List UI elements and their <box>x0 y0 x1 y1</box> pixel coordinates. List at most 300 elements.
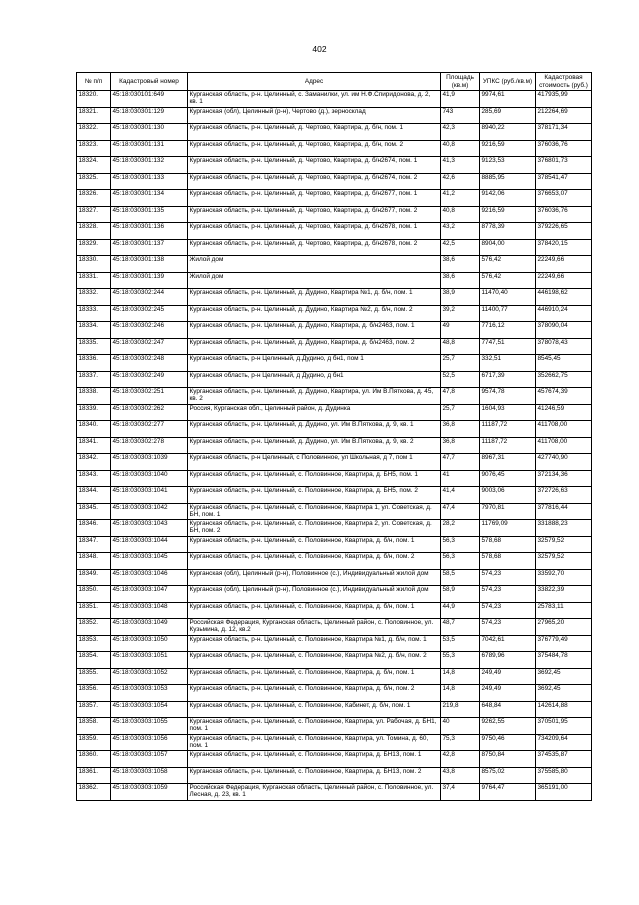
row-number-cell: 18335. <box>77 338 111 355</box>
address-cell: Курганская область, р-н. Целинный, с. Половинное, Квартира №1, д. б/н, пом. 1 <box>188 635 441 652</box>
upks-cell: 648,84 <box>480 701 536 718</box>
row-number-cell: 18330. <box>77 256 111 273</box>
table-row <box>77 619 592 636</box>
area-cell: 41,4 <box>441 487 480 504</box>
cadastral-number-cell: 45:18:030302:251 <box>111 388 188 405</box>
cadastral-cost-cell: 378541,47 <box>536 173 592 190</box>
cadastral-cost-cell: 32579,52 <box>536 553 592 570</box>
cadastral-number-cell: 45:18:030303:1057 <box>111 751 188 768</box>
address-cell: Курганская область, р-н. Целинный, д. Чертово, Квартира, д. б/н2678, пом. 2 <box>188 239 441 256</box>
area-cell: 58,5 <box>441 569 480 586</box>
area-cell: 36,8 <box>441 437 480 454</box>
row-number-cell: 18349. <box>77 569 111 586</box>
cadastral-cost-cell: 212264,69 <box>536 107 592 124</box>
cadastral-number-cell: 45:18:030303:1051 <box>111 652 188 669</box>
area-cell: 41,3 <box>441 157 480 174</box>
cadastral-cost-cell: 370501,95 <box>536 718 592 735</box>
upks-cell: 576,42 <box>480 272 536 289</box>
upks-cell: 578,68 <box>480 553 536 570</box>
upks-cell: 578,68 <box>480 536 536 553</box>
cadastral-cost-cell: 378420,15 <box>536 239 592 256</box>
cadastral-cost-cell: 376801,73 <box>536 157 592 174</box>
area-cell: 41,2 <box>441 190 480 207</box>
address-cell: Курганская область, р-н. Целинный, с. Половинное, Квартира, д. б/н, пом. 1 <box>188 668 441 685</box>
address-cell: Курганская область, р-н. Целинный, с. Половинное, Квартира, д. б/н, пом. 2 <box>188 685 441 702</box>
upks-cell: 6789,96 <box>480 652 536 669</box>
upks-cell: 9076,45 <box>480 470 536 487</box>
area-cell: 743 <box>441 107 480 124</box>
cadastral-number-cell: 45:18:030303:1045 <box>111 553 188 570</box>
area-cell: 38,6 <box>441 256 480 273</box>
table-row <box>77 454 592 471</box>
cadastral-number-cell: 45:18:030303:1043 <box>111 520 188 537</box>
row-number-cell: 18354. <box>77 652 111 669</box>
area-cell: 52,5 <box>441 371 480 388</box>
table-row <box>77 734 592 751</box>
upks-cell: 7716,12 <box>480 322 536 339</box>
table-row <box>77 289 592 306</box>
cadastral-number-cell: 45:18:030302:248 <box>111 355 188 372</box>
area-cell: 37,4 <box>441 784 480 801</box>
cadastral-cost-cell: 378090,04 <box>536 322 592 339</box>
cadastral-number-cell: 45:18:030303:1044 <box>111 536 188 553</box>
table-row <box>77 371 592 388</box>
cadastral-number-cell: 45:18:030302:245 <box>111 305 188 322</box>
upks-cell: 9123,53 <box>480 157 536 174</box>
address-cell: Курганская область, р-н Целинный, д.Дудино, д бн1, пом 1 <box>188 355 441 372</box>
cadastral-number-cell: 45:18:030303:1054 <box>111 701 188 718</box>
address-cell: Курганская область, р-н. Целинный, д. Дудино, Квартира №1, д. б/н, пом. 1 <box>188 289 441 306</box>
cadastral-cost-cell: 411708,00 <box>536 421 592 438</box>
cadastral-cost-cell: 376036,76 <box>536 140 592 157</box>
header-cadastral-cost: Кадастровая стоимость (руб.) <box>536 73 592 91</box>
cadastral-cost-cell: 25783,11 <box>536 602 592 619</box>
area-cell: 56,3 <box>441 536 480 553</box>
upks-cell: 8575,02 <box>480 767 536 784</box>
area-cell: 25,7 <box>441 404 480 421</box>
area-cell: 219,8 <box>441 701 480 718</box>
area-cell: 28,2 <box>441 520 480 537</box>
upks-cell: 8904,00 <box>480 239 536 256</box>
row-number-cell: 18332. <box>77 289 111 306</box>
area-cell: 75,3 <box>441 734 480 751</box>
row-number-cell: 18333. <box>77 305 111 322</box>
address-cell: Курганская область, р-н. Целинный, д. Дудино, Квартира, д. б/н2463, пом. 1 <box>188 322 441 339</box>
row-number-cell: 18344. <box>77 487 111 504</box>
cadastral-number-cell: 45:18:030303:1049 <box>111 619 188 636</box>
cadastral-cost-cell: 376779,49 <box>536 635 592 652</box>
cadastral-number-cell: 45:18:030301:139 <box>111 272 188 289</box>
upks-cell: 8940,22 <box>480 124 536 141</box>
row-number-cell: 18329. <box>77 239 111 256</box>
cadastral-cost-cell: 3692,45 <box>536 685 592 702</box>
cadastral-number-cell: 45:18:030101:649 <box>111 91 188 108</box>
row-number-cell: 18358. <box>77 718 111 735</box>
cadastral-number-cell: 45:18:030302:278 <box>111 437 188 454</box>
table-row <box>77 470 592 487</box>
table-row <box>77 635 592 652</box>
upks-cell: 7042,61 <box>480 635 536 652</box>
table-row <box>77 190 592 207</box>
address-cell: Российская Федерация, Курганская область, Целинный район, с. Половинное, ул. Лесная, д. 23, кв. 1 <box>188 784 441 801</box>
area-cell: 58,9 <box>441 586 480 603</box>
table-row <box>77 536 592 553</box>
row-number-cell: 18325. <box>77 173 111 190</box>
address-cell: Курганская область, р-н. Целинный, с. Половинное, Квартира, д. б/н, пом. 2 <box>188 553 441 570</box>
table-row <box>77 239 592 256</box>
address-cell: Курганская (обл), Целинный (р-н), Чертово (д.), зерносклад <box>188 107 441 124</box>
cadastral-number-cell: 45:18:030301:130 <box>111 124 188 141</box>
cadastral-number-cell: 45:18:030301:129 <box>111 107 188 124</box>
upks-cell: 9764,47 <box>480 784 536 801</box>
cadastral-cost-cell: 27965,20 <box>536 619 592 636</box>
cadastral-number-cell: 45:18:030302:249 <box>111 371 188 388</box>
table-body <box>77 91 592 801</box>
row-number-cell: 18338. <box>77 388 111 405</box>
row-number-cell: 18359. <box>77 734 111 751</box>
cadastral-cost-cell: 375585,80 <box>536 767 592 784</box>
address-cell: Курганская область, р-н. Целинный, д. Дудино, Квартира, ул. Им В.Пяткова, д. 45, кв. 2 <box>188 388 441 405</box>
page-number: 402 <box>312 44 327 54</box>
cadastral-cost-cell: 33822,39 <box>536 586 592 603</box>
address-cell: Курганская область, р-н. Целинный, д. Дудино, ул. Им В.Пяткова, д. 9, кв. 1 <box>188 421 441 438</box>
table-row <box>77 553 592 570</box>
row-number-cell: 18327. <box>77 206 111 223</box>
upks-cell: 249,49 <box>480 685 536 702</box>
upks-cell: 332,51 <box>480 355 536 372</box>
address-cell: Курганская область, р-н. Целинный, д. Чертово, Квартира, д. б/н2674, пом. 2 <box>188 173 441 190</box>
address-cell: Курганская область, р-н. Целинный, с. Половинное, Квартира, ул. Томина, д. 60, пом. 1 <box>188 734 441 751</box>
upks-cell: 11400,77 <box>480 305 536 322</box>
cadastral-cost-cell: 372726,63 <box>536 487 592 504</box>
upks-cell: 8750,84 <box>480 751 536 768</box>
address-cell: Россия, Курганская обл., Целинный район, д. Дудинка <box>188 404 441 421</box>
area-cell: 14,8 <box>441 668 480 685</box>
cadastral-number-cell: 45:18:030302:246 <box>111 322 188 339</box>
area-cell: 40,8 <box>441 140 480 157</box>
area-cell: 42,8 <box>441 751 480 768</box>
upks-cell: 9216,59 <box>480 206 536 223</box>
area-cell: 49 <box>441 322 480 339</box>
address-cell: Курганская (обл), Целинный (р-н), Половинное (с.), Индивидуальный жилой дом <box>188 569 441 586</box>
row-number-cell: 18346. <box>77 520 111 537</box>
address-cell: Курганская область, р-н. Целинный, с. Половинное, Квартира 1, ул. Советская, д. БН, пом. 1 <box>188 503 441 520</box>
upks-cell: 9142,06 <box>480 190 536 207</box>
area-cell: 36,8 <box>441 421 480 438</box>
table-row <box>77 404 592 421</box>
address-cell: Курганская область, р-н. Целинный, с. Половинное, Квартира, д. б/н, пом. 1 <box>188 602 441 619</box>
address-cell: Курганская область, р-н. Целинный, с. Половинное, Кабинет, д. б/н, пом. 1 <box>188 701 441 718</box>
address-cell: Курганская область, р-н. Целинный, д. Чертово, Квартира, д. б/н2678, пом. 1 <box>188 223 441 240</box>
cadastral-number-cell: 45:18:030303:1046 <box>111 569 188 586</box>
address-cell: Курганская область, р-н. Целинный, д. Чертово, Квартира, д. б/н2677, пом. 1 <box>188 190 441 207</box>
area-cell: 56,3 <box>441 553 480 570</box>
cadastral-number-cell: 45:18:030301:138 <box>111 256 188 273</box>
area-cell: 38,6 <box>441 272 480 289</box>
row-number-cell: 18362. <box>77 784 111 801</box>
row-number-cell: 18351. <box>77 602 111 619</box>
row-number-cell: 18328. <box>77 223 111 240</box>
cadastral-number-cell: 45:18:030303:1041 <box>111 487 188 504</box>
area-cell: 42,5 <box>441 239 480 256</box>
upks-cell: 6717,39 <box>480 371 536 388</box>
table-row <box>77 569 592 586</box>
row-number-cell: 18339. <box>77 404 111 421</box>
row-number-cell: 18320. <box>77 91 111 108</box>
address-cell: Жилой дом <box>188 256 441 273</box>
row-number-cell: 18355. <box>77 668 111 685</box>
table-row <box>77 421 592 438</box>
area-cell: 41,9 <box>441 91 480 108</box>
upks-cell: 574,23 <box>480 569 536 586</box>
upks-cell: 9750,46 <box>480 734 536 751</box>
table-row <box>77 305 592 322</box>
table-row <box>77 256 592 273</box>
area-cell: 40 <box>441 718 480 735</box>
cadastral-number-cell: 45:18:030303:1047 <box>111 586 188 603</box>
cadastral-number-cell: 45:18:030302:244 <box>111 289 188 306</box>
row-number-cell: 18336. <box>77 355 111 372</box>
upks-cell: 249,49 <box>480 668 536 685</box>
upks-cell: 11187,72 <box>480 437 536 454</box>
row-number-cell: 18357. <box>77 701 111 718</box>
address-cell: Курганская область, р-н. Целинный, с. Заманилки, ул. им Н.Ф.Спиридонова, д. 2, кв. 1 <box>188 91 441 108</box>
row-number-cell: 18321. <box>77 107 111 124</box>
cadastral-number-cell: 45:18:030303:1042 <box>111 503 188 520</box>
area-cell: 47,7 <box>441 454 480 471</box>
header-num: № п/п <box>77 73 111 91</box>
cadastral-cost-cell: 32579,52 <box>536 536 592 553</box>
header-area: Площадь (кв.м) <box>441 73 480 91</box>
cadastral-cost-cell: 377816,44 <box>536 503 592 520</box>
table-row <box>77 718 592 735</box>
table-row <box>77 124 592 141</box>
cadastral-cost-cell: 41246,59 <box>536 404 592 421</box>
cadastral-cost-cell: 457674,39 <box>536 388 592 405</box>
area-cell: 41 <box>441 470 480 487</box>
row-number-cell: 18324. <box>77 157 111 174</box>
address-cell: Жилой дом <box>188 272 441 289</box>
table-row <box>77 173 592 190</box>
upks-cell: 8778,39 <box>480 223 536 240</box>
table-row <box>77 668 592 685</box>
address-cell: Курганская область, р-н. Целинный, д. Чертово, Квартира, д. б/н2677, пом. 2 <box>188 206 441 223</box>
address-cell: Курганская область, р-н. Целинный, д. Чертово, Квартира, д. б/н, пом. 1 <box>188 124 441 141</box>
row-number-cell: 18340. <box>77 421 111 438</box>
table-row <box>77 322 592 339</box>
upks-cell: 11187,72 <box>480 421 536 438</box>
header-address: Адрес <box>188 73 441 91</box>
area-cell: 42,6 <box>441 173 480 190</box>
address-cell: Курганская область, р-н. Целинный, с. Половинное, Квартира 2, ул. Советская, д. БН, пом. 2 <box>188 520 441 537</box>
table-row <box>77 91 592 108</box>
cadastral-number-cell: 45:18:030301:137 <box>111 239 188 256</box>
table-row <box>77 520 592 537</box>
table-row <box>77 206 592 223</box>
cadastral-cost-cell: 375484,78 <box>536 652 592 669</box>
cadastral-cost-cell: 417935,99 <box>536 91 592 108</box>
upks-cell: 576,42 <box>480 256 536 273</box>
cadastral-cost-cell: 8545,45 <box>536 355 592 372</box>
table-row <box>77 652 592 669</box>
address-cell: Курганская область, р-н. Целинный, с. Половинное, Квартира, д. БН13, пом. 1 <box>188 751 441 768</box>
address-cell: Курганская область, р-н. Целинный, с. Половинное, Квартира, д. БН5, пом. 2 <box>188 487 441 504</box>
row-number-cell: 18361. <box>77 767 111 784</box>
address-cell: Курганская область, р-н. Целинный, с. Половинное, Квартира, д. БН5, пом. 1 <box>188 470 441 487</box>
table-row <box>77 140 592 157</box>
upks-cell: 9216,59 <box>480 140 536 157</box>
row-number-cell: 18350. <box>77 586 111 603</box>
row-number-cell: 18347. <box>77 536 111 553</box>
address-cell: Курганская область, р-н. Целинный, с. Половинное, Квартира, д. б/н, пом. 1 <box>188 536 441 553</box>
cadastral-cost-cell: 376653,07 <box>536 190 592 207</box>
upks-cell: 9003,06 <box>480 487 536 504</box>
cadastral-cost-cell: 446198,62 <box>536 289 592 306</box>
cadastral-cost-cell: 378171,34 <box>536 124 592 141</box>
cadastral-number-cell: 45:18:030301:135 <box>111 206 188 223</box>
row-number-cell: 18322. <box>77 124 111 141</box>
table-row <box>77 107 592 124</box>
row-number-cell: 18334. <box>77 322 111 339</box>
row-number-cell: 18323. <box>77 140 111 157</box>
cadastral-cost-cell: 376036,76 <box>536 206 592 223</box>
cadastral-cost-cell: 33592,70 <box>536 569 592 586</box>
upks-cell: 7970,81 <box>480 503 536 520</box>
row-number-cell: 18356. <box>77 685 111 702</box>
area-cell: 44,9 <box>441 602 480 619</box>
row-number-cell: 18353. <box>77 635 111 652</box>
cadastral-cost-cell: 22249,66 <box>536 272 592 289</box>
address-cell: Российская Федерация, Курганская область, Целинный район, с. Половинное, ул. Кузьмина, д. 12, кв.2 <box>188 619 441 636</box>
address-cell: Курганская область, р-н. Целинный, д. Чертово, Квартира, д. б/н, пом. 2 <box>188 140 441 157</box>
cadastral-number-cell: 45:18:030301:134 <box>111 190 188 207</box>
address-cell: Курганская (обл), Целинный (р-н), Половинное (с.), Индивидуальный жилой дом <box>188 586 441 603</box>
table-row <box>77 223 592 240</box>
table-row <box>77 272 592 289</box>
table-row <box>77 338 592 355</box>
area-cell: 47,4 <box>441 503 480 520</box>
upks-cell: 285,69 <box>480 107 536 124</box>
address-cell: Курганская область, р-н. Целинный, д. Чертово, Квартира, д. б/н2674, пом. 1 <box>188 157 441 174</box>
cadastral-cost-cell: 22249,66 <box>536 256 592 273</box>
cadastral-cost-cell: 372134,36 <box>536 470 592 487</box>
cadastral-number-cell: 45:18:030303:1052 <box>111 668 188 685</box>
upks-cell: 574,23 <box>480 619 536 636</box>
upks-cell: 9574,78 <box>480 388 536 405</box>
header-upks: УПКС (руб./кв.м) <box>480 73 536 91</box>
cadastral-cost-cell: 411708,00 <box>536 437 592 454</box>
cadastral-number-cell: 45:18:030302:247 <box>111 338 188 355</box>
area-cell: 38,9 <box>441 289 480 306</box>
upks-cell: 7747,51 <box>480 338 536 355</box>
cadastral-cost-cell: 142614,88 <box>536 701 592 718</box>
upks-cell: 8967,31 <box>480 454 536 471</box>
table-row <box>77 767 592 784</box>
cadastral-number-cell: 45:18:030302:277 <box>111 421 188 438</box>
area-cell: 14,8 <box>441 685 480 702</box>
cadastral-number-cell: 45:18:030302:262 <box>111 404 188 421</box>
cadastral-cost-cell: 352662,75 <box>536 371 592 388</box>
row-number-cell: 18337. <box>77 371 111 388</box>
cadastral-number-cell: 45:18:030301:133 <box>111 173 188 190</box>
table-row <box>77 437 592 454</box>
row-number-cell: 18341. <box>77 437 111 454</box>
address-cell: Курганская область, р-н Целинный, д Дудино, д бн1 <box>188 371 441 388</box>
row-number-cell: 18352. <box>77 619 111 636</box>
row-number-cell: 18326. <box>77 190 111 207</box>
row-number-cell: 18345. <box>77 503 111 520</box>
area-cell: 47,8 <box>441 388 480 405</box>
table-header-row <box>77 73 592 91</box>
cadastral-number-cell: 45:18:030303:1040 <box>111 470 188 487</box>
cadastral-number-cell: 45:18:030303:1056 <box>111 734 188 751</box>
cadastral-number-cell: 45:18:030303:1053 <box>111 685 188 702</box>
row-number-cell: 18360. <box>77 751 111 768</box>
area-cell: 43,8 <box>441 767 480 784</box>
upks-cell: 1604,93 <box>480 404 536 421</box>
cadastral-number-cell: 45:18:030303:1050 <box>111 635 188 652</box>
table-row <box>77 701 592 718</box>
table-row <box>77 157 592 174</box>
table-row <box>77 503 592 520</box>
area-cell: 48,8 <box>441 338 480 355</box>
table-row <box>77 602 592 619</box>
upks-cell: 9262,55 <box>480 718 536 735</box>
cadastral-cost-cell: 365191,00 <box>536 784 592 801</box>
area-cell: 55,3 <box>441 652 480 669</box>
area-cell: 40,8 <box>441 206 480 223</box>
cadastral-cost-cell: 378078,43 <box>536 338 592 355</box>
address-cell: Курганская область, р-н. Целинный, д. Дудино, Квартира №2, д. б/н, пом. 2 <box>188 305 441 322</box>
upks-cell: 8885,95 <box>480 173 536 190</box>
row-number-cell: 18348. <box>77 553 111 570</box>
cadastral-cost-cell: 427740,90 <box>536 454 592 471</box>
cadastral-number-cell: 45:18:030303:1058 <box>111 767 188 784</box>
area-cell: 25,7 <box>441 355 480 372</box>
upks-cell: 574,23 <box>480 586 536 603</box>
address-cell: Курганская область, р-н. Целинный, д. Дудино, ул. Им В.Пяткова, д. 9, кв. 2 <box>188 437 441 454</box>
table-row <box>77 685 592 702</box>
header-cadastral-number: Кадастровый номер <box>111 73 188 91</box>
table-row <box>77 487 592 504</box>
address-cell: Курганская область, р-н. Целинный, с. Половинное, Квартира, д. БН13, пом. 2 <box>188 767 441 784</box>
cadastral-number-cell: 45:18:030303:1055 <box>111 718 188 735</box>
table-row <box>77 586 592 603</box>
row-number-cell: 18342. <box>77 454 111 471</box>
upks-cell: 11769,09 <box>480 520 536 537</box>
address-cell: Курганская область, р-н Целинный, с Половинное, ул Школьная, д 7, пом 1 <box>188 454 441 471</box>
cadastral-cost-cell: 446910,24 <box>536 305 592 322</box>
table-row <box>77 751 592 768</box>
cadastral-cost-cell: 331888,23 <box>536 520 592 537</box>
area-cell: 48,7 <box>441 619 480 636</box>
cadastral-registry-table <box>76 72 592 801</box>
address-cell: Курганская область, р-н. Целинный, д. Дудино, Квартира, д. б/н2463, пом. 2 <box>188 338 441 355</box>
area-cell: 39,2 <box>441 305 480 322</box>
upks-cell: 11470,40 <box>480 289 536 306</box>
cadastral-number-cell: 45:18:030303:1059 <box>111 784 188 801</box>
table-row <box>77 388 592 405</box>
table-row <box>77 355 592 372</box>
cadastral-number-cell: 45:18:030301:136 <box>111 223 188 240</box>
cadastral-number-cell: 45:18:030301:131 <box>111 140 188 157</box>
row-number-cell: 18331. <box>77 272 111 289</box>
upks-cell: 574,23 <box>480 602 536 619</box>
address-cell: Курганская область, р-н. Целинный, с. Половинное, Квартира №2, д. б/н, пом. 2 <box>188 652 441 669</box>
cadastral-cost-cell: 374535,87 <box>536 751 592 768</box>
cadastral-number-cell: 45:18:030301:132 <box>111 157 188 174</box>
row-number-cell: 18343. <box>77 470 111 487</box>
